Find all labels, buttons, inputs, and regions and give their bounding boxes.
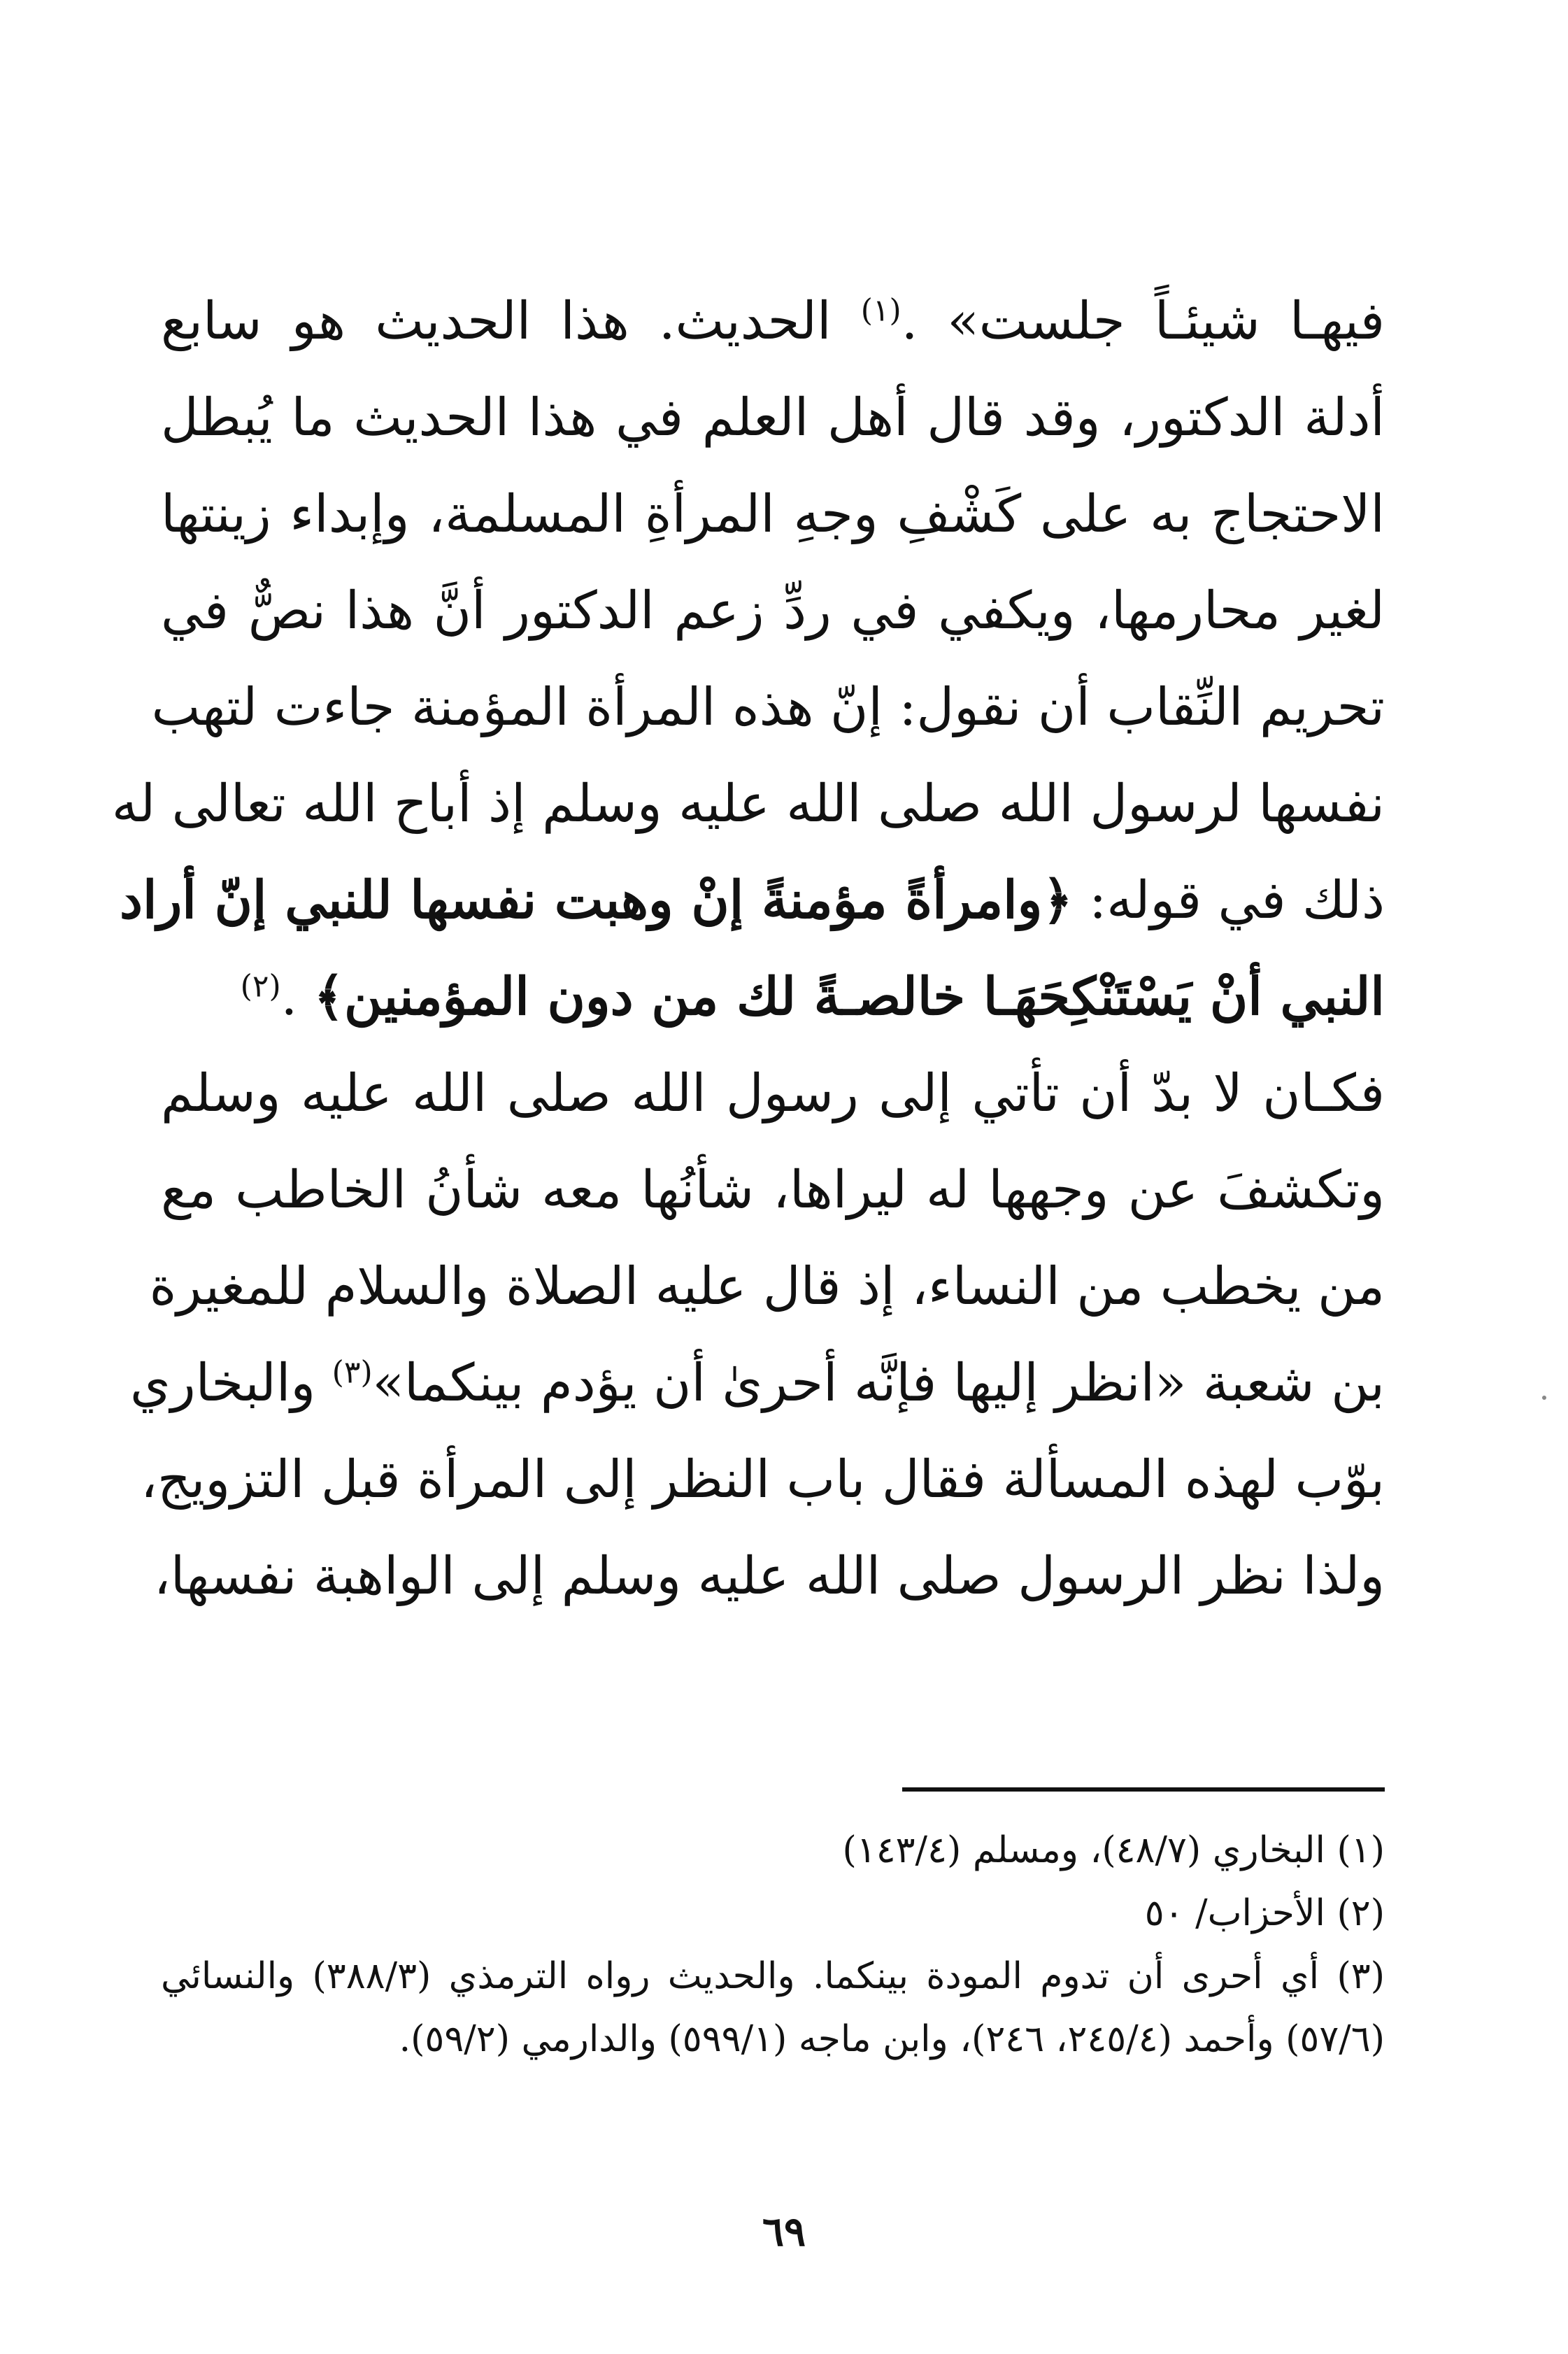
scan-speck [1542, 1396, 1546, 1400]
text-line-3: الاحتجاج به على كَشْفِ وجهِ المرأةِ المسلمة، وإبداء زينتها [161, 484, 1385, 544]
text-line-14: ولذا نظر الرسول صلى الله عليه وسلم إلى الواهبة نفسها، [153, 1546, 1385, 1606]
text-line-13: بوّب لهذه المسألة فقال باب النظر إلى المرأة قبل التزويج، [141, 1449, 1385, 1510]
footnote-separator [902, 1787, 1385, 1792]
text-line-4: لغير محارمها، ويكفي في ردِّ زعم الدكتور أنَّ هذا نصٌّ في [161, 581, 1385, 641]
text-line-7 [120, 852, 1385, 949]
text-segment: والبخاري [130, 1353, 332, 1413]
text-line-6: نفسها لرسول الله صلى الله عليه وسلم إذ أباح الله تعالى له [111, 774, 1385, 834]
footnote-ref-1: (١) [860, 292, 901, 329]
main-text [111, 273, 1385, 1624]
text-segment: الحديث. هذا الحديث هو سابع [161, 291, 861, 351]
footnote-ref-2: (٢) [240, 968, 281, 1005]
quran-quote: ﴿وامرأةً مؤمنةً إنْ وهبت نفسها للنبي إنّ أراد [120, 870, 1073, 930]
footnote-ref-3: (٣) [332, 1354, 373, 1391]
text-line-9: فكـان لا بدّ أن تأتي إلى رسول الله صلى الله عليه وسلم [161, 1063, 1385, 1123]
footnotes [161, 1819, 1385, 2071]
text-segment: فيهـا شيئـاً جلست» . [901, 291, 1385, 351]
text-line-1 [161, 273, 1385, 369]
text-line-12 [130, 1335, 1385, 1431]
text-line-10: وتكشفَ عن وجهها له ليراها، شأنُها معه شأنُ الخاطب مع [161, 1160, 1385, 1220]
text-line-2: أدلة الدكتور، وقد قال أهل العلم في هذا الحديث ما يُبطل [161, 388, 1385, 448]
text-segment: . [280, 967, 314, 1027]
footnote-3-line-1: (٣) أي أحرى أن تدوم المودة بينكما. والحديث رواه الترمذي (٣٨٨/٣) والنسائي [161, 1955, 1385, 1997]
text-line-11: من يخطب من النساء، إذ قال عليه الصلاة والسلام للمغيرة [149, 1256, 1385, 1317]
footnote-2: (٢) الأحزاب/ ٥٠ [1144, 1892, 1385, 1934]
text-line-5: تحريم النِّقاب أن نقول: إنّ هذه المرأة المؤمنة جاءت لتهب [151, 677, 1385, 737]
text-segment: بن شعبة «انظر إليها فإنَّه أحرىٰ أن يؤدم بينكما» [372, 1353, 1385, 1413]
text-segment: ذلك في قوله: [1072, 870, 1385, 930]
page-number: ٦٩ [762, 2208, 806, 2255]
quran-quote: النبي أنْ يَسْتَنْكِحَهَـا خالصـةً لك من دون المؤمنين﴾ [313, 967, 1385, 1027]
text-line-8 [161, 949, 1385, 1045]
footnote-3-line-2: (٥٧/٦) وأحمد (٢٤٥/٤، ٢٤٦)، وابن ماجه (٥٩٩/١) والدارمي (٥٩/٢). [399, 2018, 1385, 2060]
footnote-1: (١) البخاري (٤٨/٧)، ومسلم (١٤٣/٤) [842, 1829, 1385, 1871]
